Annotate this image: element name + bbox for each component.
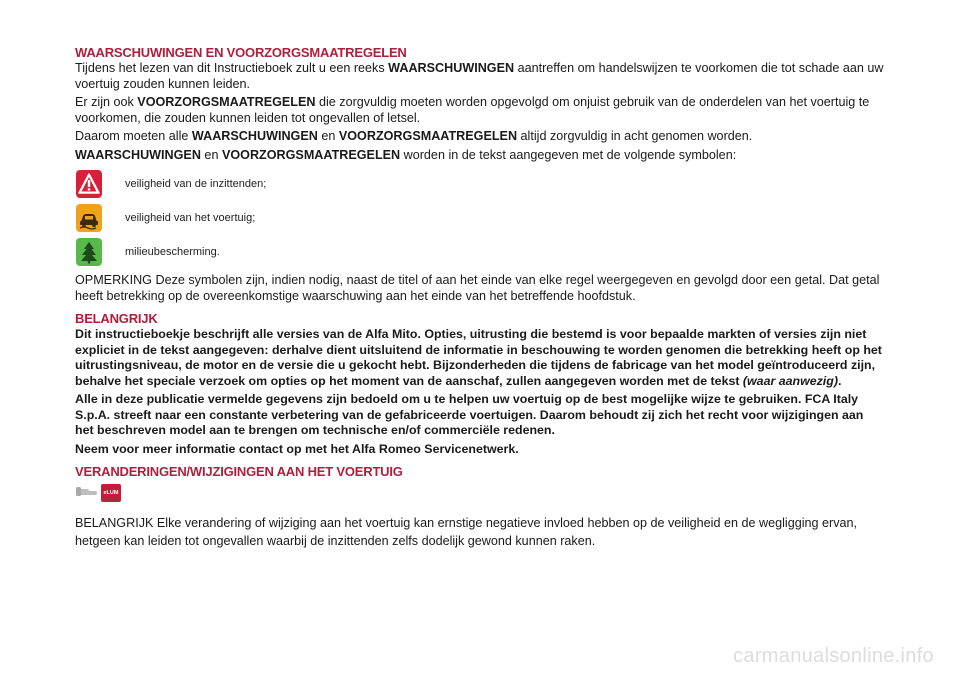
text: worden in de tekst aangegeven met de volgende symbolen: bbox=[400, 147, 737, 162]
keyword-warnings: WAARSCHUWINGEN bbox=[191, 129, 318, 143]
badge-label: eLUM bbox=[103, 490, 119, 496]
paragraph-observe bbox=[75, 129, 885, 145]
section-title-modifications: VERANDERINGEN/WIJZIGINGEN AAN HET VOERTUIG bbox=[75, 464, 403, 479]
paragraph-note: OPMERKING Deze symbolen zijn, indien nodig, naast de titel of aan het einde van elke regel weergegeven en gevolgd door een getal. Dat getal heeft betrekking op de overeenkomstige waarschuwing aan het einde van het betreffende hoofdstuk. bbox=[75, 273, 880, 303]
keyword-precautions: VOORZORGSMAATREGELEN bbox=[221, 147, 401, 162]
modification-icon-group bbox=[75, 482, 885, 504]
keyword-precautions: VOORZORGSMAATREGELEN bbox=[137, 95, 316, 109]
text: Er zijn ook bbox=[75, 95, 138, 109]
keyword-warnings: WAARSCHUWINGEN bbox=[75, 147, 201, 162]
keyword-precautions: VOORZORGSMAATREGELEN bbox=[338, 129, 518, 143]
paragraph-important-data: Alle in deze publicatie vermelde gegevens zijn bedoeld om u te helpen uw voertuig op de best mogelijke wijze te gebruiken. FCA Italy S.p.A. streeft naar een constante verbetering van de gefabriceerde voertuigen. Daarom behoudt zij zich het recht voor wijzigingen aan het beschreven model aan te brengen om technische en/of commerciële redenen. bbox=[75, 392, 864, 437]
symbol-label: veiligheid van de inzittenden; bbox=[125, 178, 267, 190]
paragraph-warnings-intro bbox=[75, 61, 885, 92]
paragraph-important-contact: Neem voor meer informatie contact op met het Alfa Romeo Servicenetwerk. bbox=[75, 441, 519, 456]
text: Tijdens het lezen van dit Instructieboek zult u een reeks bbox=[75, 61, 389, 75]
important-block bbox=[75, 327, 885, 457]
symbol-label: veiligheid van het voertuig; bbox=[125, 212, 256, 224]
symbol-label: milieubescherming. bbox=[125, 246, 220, 258]
text: en bbox=[317, 129, 339, 143]
document-page bbox=[75, 44, 885, 550]
symbol-item-occupants bbox=[75, 167, 885, 201]
text: Dit instructieboekje beschrijft alle versies van de Alfa Mito. Opties, uitrusting die bestemd is voor bepaalde markten of versies zijn niet expliciet in de tekst aangegeven: derhalve dient uitsluitend de informatie in beschouwing te worden genomen die betrekking heeft op het uitrustingsniveau, de motor en de versie die u gekocht hebt. Bijzonderheden die tijdens de fabricage van het model geïntroduceerd zijn, behalve het speciale verzoek om opties op het moment van de aanschaf, zullen aangegeven worden met de tekst bbox=[75, 327, 882, 388]
text-italic: (waar aanwezig) bbox=[742, 373, 838, 388]
warning-triangle-icon bbox=[75, 169, 103, 199]
section-title-important: BELANGRIJK bbox=[75, 311, 158, 326]
text: aantreffen om handelswijzen te voorkomen die tot schade aan uw voertuig zouden kunnen leiden. bbox=[75, 61, 884, 91]
car-skid-icon bbox=[75, 203, 103, 233]
symbol-item-environment bbox=[75, 235, 885, 269]
text: Daarom moeten alle bbox=[75, 129, 192, 143]
text: altijd zorgvuldig in acht genomen worden. bbox=[517, 129, 753, 143]
watermark: carmanualsonline.info bbox=[733, 645, 934, 667]
text: . bbox=[837, 373, 842, 388]
elum-badge-icon bbox=[101, 484, 121, 502]
text: die zorgvuldig moeten worden opgevolgd om onjuist gebruik van de onderdelen van het voertuig te voorkomen, die zouden kunnen leiden tot ongevallen of letsel. bbox=[75, 95, 870, 125]
paragraph-precautions-intro bbox=[75, 95, 885, 126]
keyword-warnings: WAARSCHUWINGEN bbox=[388, 61, 515, 75]
paragraph-modifications: BELANGRIJK Elke verandering of wijziging aan het voertuig kan ernstige negatieve invloed hebben op de veiligheid en de wegligging ervan, hetgeen kan leiden tot ongevallen waarbij de inzittenden zelfs dodelijk gewond kunnen raken. bbox=[75, 516, 858, 548]
section-title-warnings: WAARSCHUWINGEN EN VOORZORGSMAATREGELEN bbox=[75, 45, 407, 60]
symbol-item-vehicle bbox=[75, 201, 885, 235]
pointing-hand-icon bbox=[75, 484, 99, 503]
paragraph-symbols-intro bbox=[75, 148, 885, 164]
paragraph-important-versions bbox=[75, 327, 885, 389]
tree-icon bbox=[75, 237, 103, 267]
symbol-list bbox=[75, 167, 885, 269]
text: en bbox=[200, 147, 222, 162]
